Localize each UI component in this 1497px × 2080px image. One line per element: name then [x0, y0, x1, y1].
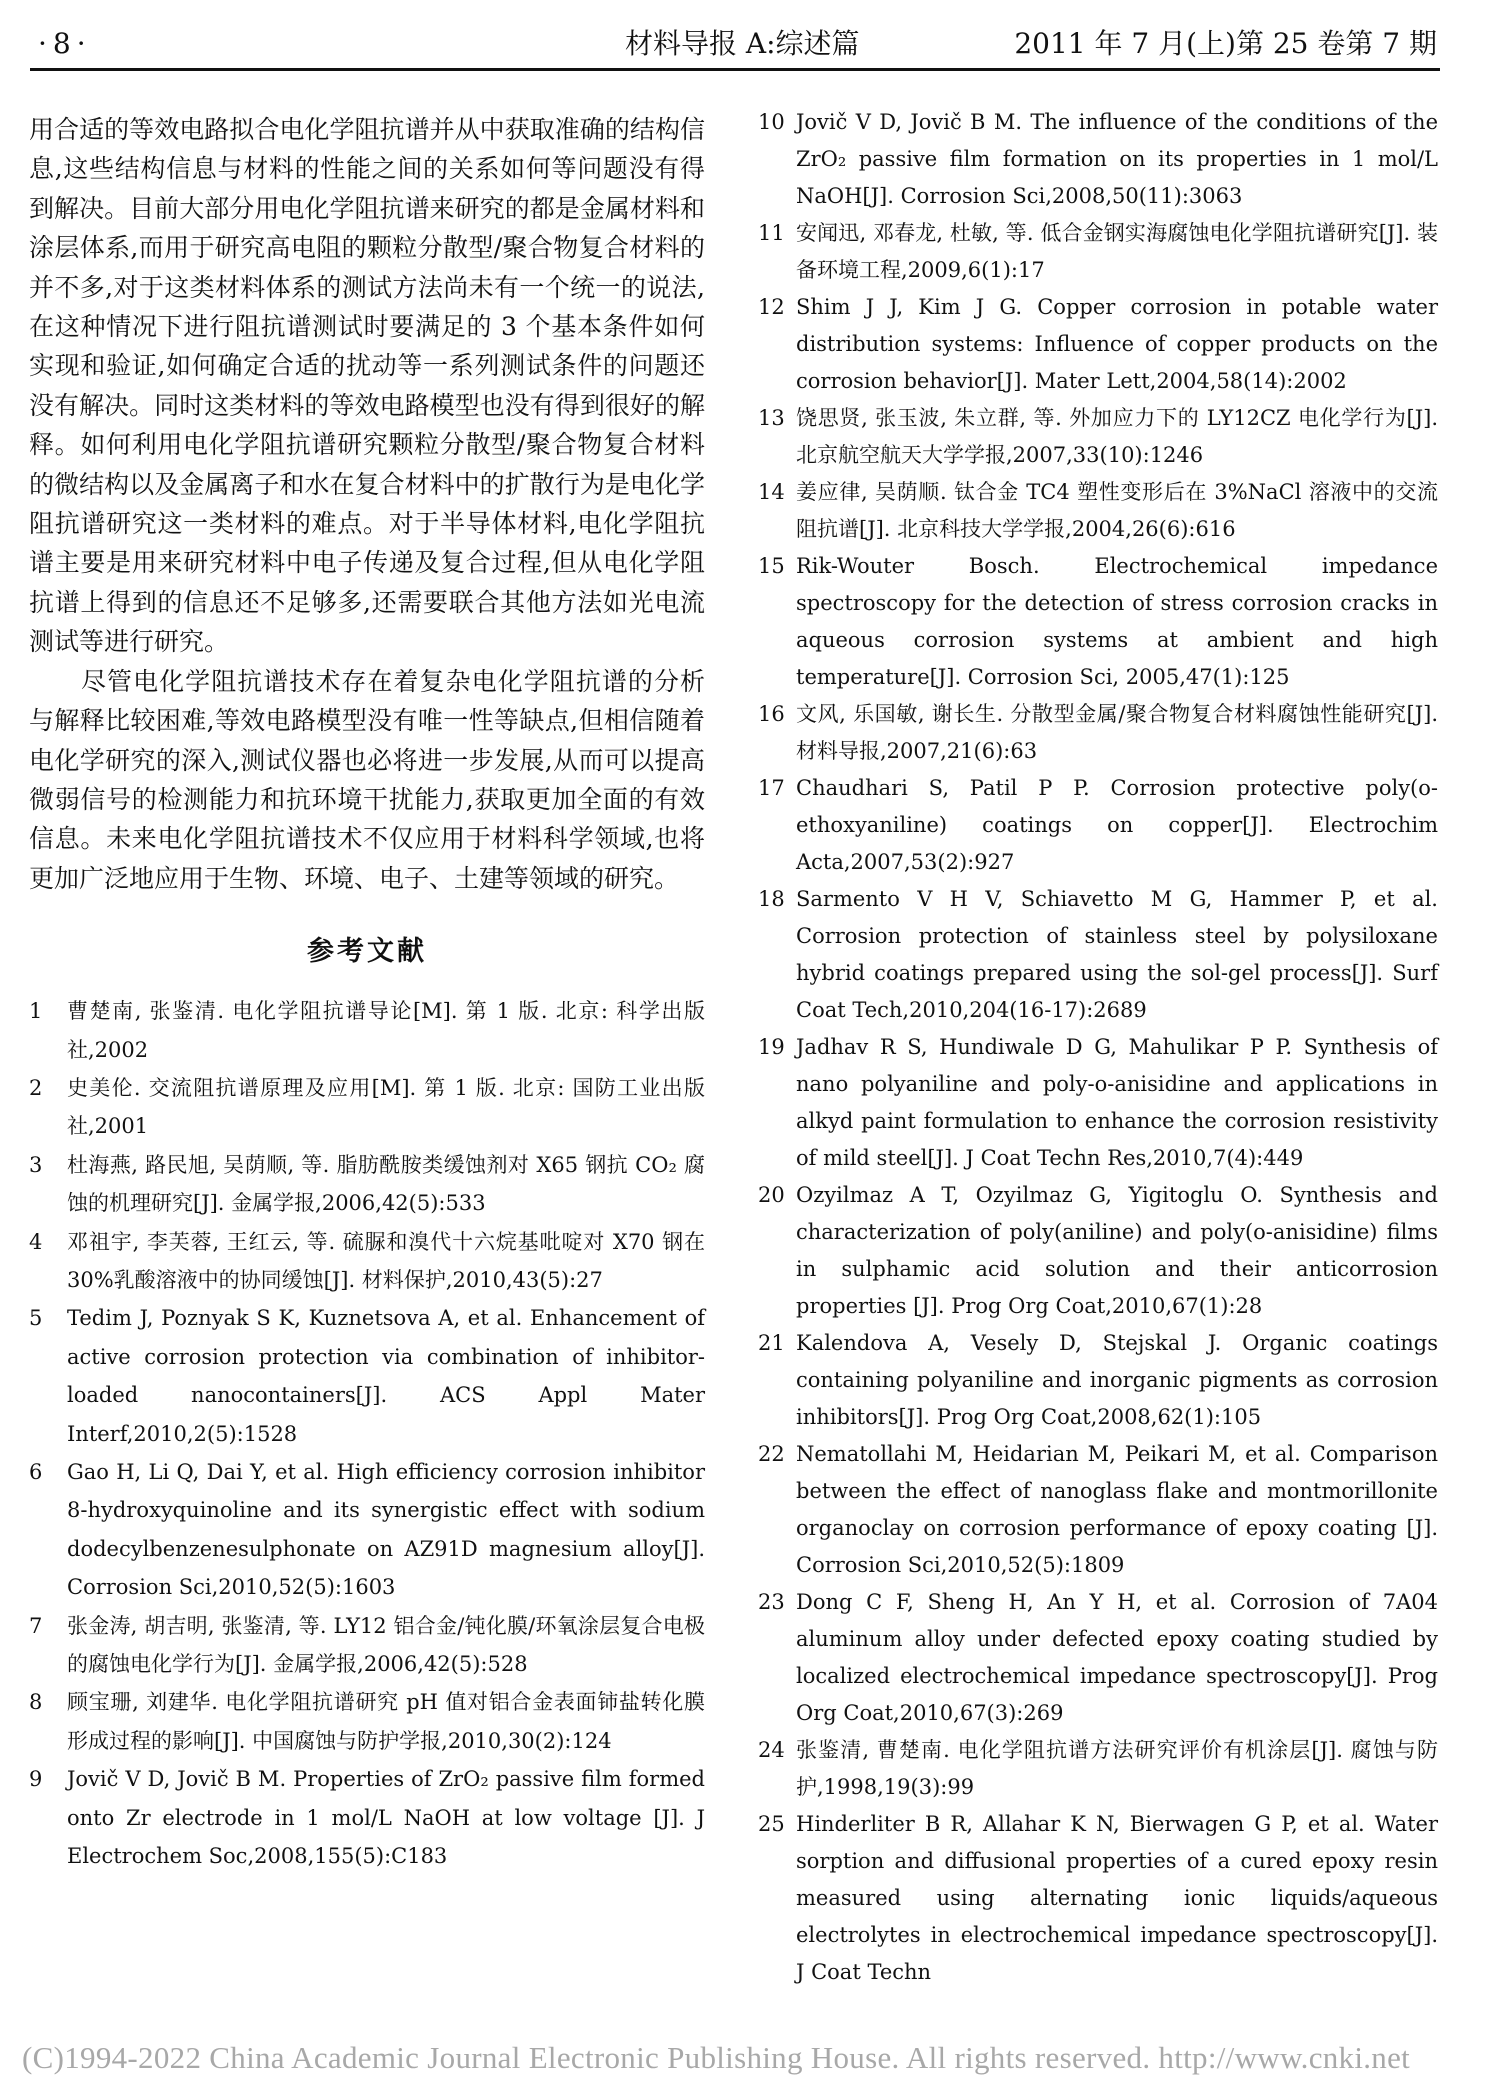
- reference-text: Gao H, Li Q, Dai Y, et al. High efficiency corrosion inhibitor 8-hydroxyquinoline and its synergistic effect with sodium dodecylbenzenesulphonate on AZ91D magnesium alloy[J]. Corrosion Sci,2010,52(5):1603: [67, 1460, 705, 1600]
- reference-text: Jovič V D, Jovič B M. The influence of the conditions of the ZrO₂ passive film formation on its properties in 1 mol/L NaOH[J]. Corrosion Sci,2008,50(11):3063: [796, 110, 1438, 208]
- reference-number: 12: [758, 295, 785, 319]
- left-column: [29, 110, 705, 1875]
- reference-item: [758, 881, 1438, 1029]
- reference-item: [758, 1177, 1438, 1325]
- reference-text: Kalendova A, Vesely D, Stejskal J. Organic coatings containing polyaniline and inorganic pigments as corrosion inhibitors[J]. Prog Org Coat,2008,62(1):105: [796, 1331, 1438, 1429]
- reference-text: 张金涛, 胡吉明, 张鉴清, 等. LY12 铝合金/钝化膜/环氧涂层复合电极的腐蚀电化学行为[J]. 金属学报,2006,42(5):528: [67, 1613, 705, 1677]
- reference-item: [758, 104, 1438, 215]
- reference-text: 邓祖宇, 李芙蓉, 王红云, 等. 硫脲和溴代十六烷基吡啶对 X70 钢在 30%乳酸溶液中的协同缓蚀[J]. 材料保护,2010,43(5):27: [67, 1229, 705, 1292]
- page-number: ·8·: [38, 27, 92, 60]
- reference-item: [29, 1223, 705, 1300]
- reference-number: 10: [758, 110, 785, 134]
- reference-text: 姜应律, 吴荫顺. 钛合金 TC4 塑性变形后在 3%NaCl 溶液中的交流阻抗谱[J]. 北京科技大学学报,2004,26(6):616: [796, 480, 1438, 541]
- reference-text: 张鉴清, 曹楚南. 电化学阻抗谱方法研究评价有机涂层[J]. 腐蚀与防护,1998,19(3):99: [796, 1738, 1438, 1799]
- reference-text: 文风, 乐国敏, 谢长生. 分散型金属/聚合物复合材料腐蚀性能研究[J]. 材料导报,2007,21(6):63: [796, 702, 1438, 763]
- references-heading: 参考文献: [307, 936, 427, 968]
- reference-item: [758, 548, 1438, 696]
- reference-number: 21: [758, 1331, 785, 1355]
- reference-text: 饶思贤, 张玉波, 朱立群, 等. 外加应力下的 LY12CZ 电化学行为[J]. 北京航空航天大学学报,2007,33(10):1246: [796, 406, 1438, 467]
- body-paragraph: 尽管电化学阻抗谱技术存在着复杂电化学阻抗谱的分析与解释比较困难,等效电路模型没有唯一性等缺点,但相信随着电化学研究的深入,测试仪器也必将进一步发展,从而可以提高微弱信号的检测能力和抗环境干扰能力,获取更加全面的有效信息。未来电化学阻抗谱技术不仅应用于材料科学领域,也将更加广泛地应用于生物、环境、电子、土建等领域的研究。: [29, 666, 705, 893]
- reference-item: [758, 1806, 1438, 1991]
- reference-item: [29, 1453, 705, 1607]
- reference-item: [758, 770, 1438, 881]
- reference-item: [29, 1299, 705, 1453]
- reference-text: Nematollahi M, Heidarian M, Peikari M, et al. Comparison between the effect of nanoglass flake and montmorillonite organoclay on corrosion performance of epoxy coating [J]. Corrosion Sci,2010,52(5):1809: [796, 1442, 1438, 1577]
- reference-number: 24: [758, 1738, 785, 1762]
- reference-item: [758, 474, 1438, 548]
- reference-number: 25: [758, 1812, 785, 1836]
- reference-number: 3: [29, 1152, 43, 1177]
- reference-text: Tedim J, Poznyak S K, Kuznetsova A, et al. Enhancement of active corrosion protection via combination of inhibitor-loaded nanocontainers[J]. ACS Appl Mater Interf,2010,2(5):1528: [67, 1306, 705, 1446]
- issue-info: 2011 年 7 月(上)第 25 卷第 7 期: [1014, 27, 1437, 60]
- journal-title: 材料导报 A:综述篇: [625, 27, 860, 60]
- reference-number: 6: [29, 1460, 43, 1484]
- reference-number: 11: [758, 221, 785, 245]
- reference-item: [29, 1146, 705, 1223]
- reference-number: 8: [29, 1690, 43, 1715]
- reference-number: 18: [758, 887, 785, 911]
- reference-list-left: [29, 992, 705, 1875]
- reference-text: Jadhav R S, Hundiwale D G, Mahulikar P P. Synthesis of nano polyaniline and poly-o-anisidine and applications in alkyd paint formulation to enhance the corrosion resistivity of mild steel[J]. J Coat Techn Res,2010,7(4):449: [796, 1035, 1438, 1170]
- reference-number: 16: [758, 702, 785, 726]
- copyright-watermark: (C)1994-2022 China Academic Journal Electronic Publishing House. All rights reserved. http://www.cnki.net: [22, 2040, 1411, 2075]
- reference-number: 4: [29, 1229, 43, 1254]
- reference-text: Chaudhari S, Patil P P. Corrosion protective poly(o-ethoxyaniline) coatings on copper[J]. Electrochim Acta,2007,53(2):927: [796, 776, 1438, 874]
- reference-text: 杜海燕, 路民旭, 吴荫顺, 等. 脂肪酰胺类缓蚀剂对 X65 钢抗 CO₂ 腐蚀的机理研究[J]. 金属学报,2006,42(5):533: [67, 1152, 705, 1216]
- reference-item: [29, 992, 705, 1069]
- reference-item: [29, 1683, 705, 1760]
- reference-item: [29, 1607, 705, 1684]
- reference-item: [758, 215, 1438, 289]
- reference-item: [758, 1436, 1438, 1584]
- reference-item: [758, 289, 1438, 400]
- reference-item: [29, 1760, 705, 1875]
- reference-number: 20: [758, 1183, 785, 1207]
- reference-number: 13: [758, 406, 785, 430]
- reference-text: Ozyilmaz A T, Ozyilmaz G, Yigitoglu O. Synthesis and characterization of poly(aniline) and poly(o-anisidine) films in sulphamic acid solution and their anticorrosion properties [J]. Prog Org Coat,2010,67(1):28: [796, 1183, 1438, 1318]
- reference-text: Dong C F, Sheng H, An Y H, et al. Corrosion of 7A04 aluminum alloy under defected epoxy coating studied by localized electrochemical impedance spectroscopy[J]. Prog Org Coat,2010,67(3):269: [796, 1590, 1438, 1725]
- reference-text: 史美伦. 交流阻抗谱原理及应用[M]. 第 1 版. 北京: 国防工业出版社,2001: [67, 1075, 705, 1139]
- reference-item: [758, 1584, 1438, 1732]
- reference-number: 23: [758, 1590, 785, 1614]
- reference-text: Hinderliter B R, Allahar K N, Bierwagen G P, et al. Water sorption and diffusional properties of a cured epoxy resin measured using alternating ionic liquids/aqueous electrolytes in electrochemical impedance spectroscopy[J]. J Coat Techn: [796, 1812, 1438, 1984]
- reference-item: [758, 696, 1438, 770]
- reference-text: Sarmento V H V, Schiavetto M G, Hammer P, et al. Corrosion protection of stainless steel by polysiloxane hybrid coatings prepared using the sol-gel process[J]. Surf Coat Tech,2010,204(16-17):2689: [796, 887, 1438, 1022]
- reference-item: [758, 1732, 1438, 1806]
- reference-number: 19: [758, 1035, 785, 1059]
- reference-text: 顾宝珊, 刘建华. 电化学阻抗谱研究 pH 值对铝合金表面铈盐转化膜形成过程的影响[J]. 中国腐蚀与防护学报,2010,30(2):124: [67, 1690, 705, 1753]
- reference-number: 14: [758, 480, 785, 504]
- reference-number: 2: [29, 1075, 43, 1100]
- reference-text: 曹楚南, 张鉴清. 电化学阻抗谱导论[M]. 第 1 版. 北京: 科学出版社,2002: [67, 999, 705, 1062]
- reference-text: Jovič V D, Jovič B M. Properties of ZrO₂ passive film formed onto Zr electrode in 1 mol/L NaOH at low voltage [J]. J Electrochem Soc,2008,155(5):C183: [67, 1767, 705, 1869]
- reference-number: 7: [29, 1613, 43, 1638]
- reference-text: 安闻迅, 邓春龙, 杜敏, 等. 低合金钢实海腐蚀电化学阻抗谱研究[J]. 装备环境工程,2009,6(1):17: [796, 221, 1438, 282]
- header-rule: [30, 68, 1440, 71]
- reference-number: 1: [29, 999, 43, 1024]
- reference-list-right: [758, 104, 1438, 1991]
- reference-text: Shim J J, Kim J G. Copper corrosion in potable water distribution systems: Influence of copper products on the corrosion behavior[J]. Mater Lett,2004,58(14):2002: [796, 295, 1438, 393]
- reference-number: 5: [29, 1306, 43, 1331]
- reference-item: [758, 1029, 1438, 1177]
- reference-number: 22: [758, 1442, 785, 1466]
- reference-number: 15: [758, 554, 785, 578]
- reference-number: 9: [29, 1767, 43, 1792]
- reference-item: [29, 1069, 705, 1146]
- reference-number: 17: [758, 776, 785, 800]
- reference-item: [758, 400, 1438, 474]
- body-paragraph: 用合适的等效电路拟合电化学阻抗谱并从中获取准确的结构信息,这些结构信息与材料的性能之间的关系如何等问题没有得到解决。目前大部分用电化学阻抗谱来研究的都是金属材料和涂层体系,而用于研究高电阻的颗粒分散型/聚合物复合材料的并不多,对于这类材料体系的测试方法尚未有一个统一的说法,在这种情况下进行阻抗谱测试时要满足的 3 个基本条件如何实现和验证,如何确定合适的扰动等一系列测试条件的问题还没有解决。同时这类材料的等效电路模型也没有得到很好的解释。如何利用电化学阻抗谱研究颗粒分散型/聚合物复合材料的微结构以及金属离子和水在复合材料中的扩散行为是电化学阻抗谱研究这一类材料的难点。对于半导体材料,电化学阻抗谱主要是用来研究材料中电子传递及复合过程,但从电化学阻抗谱上得到的信息还不足够多,还需要联合其他方法如光电流测试等进行研究。: [29, 115, 705, 657]
- reference-text: Rik-Wouter Bosch. Electrochemical impedance spectroscopy for the detection of stress corrosion cracks in aqueous corrosion systems at ambient and high temperature[J]. Corrosion Sci, 2005,47(1):125: [796, 554, 1438, 689]
- reference-item: [758, 1325, 1438, 1436]
